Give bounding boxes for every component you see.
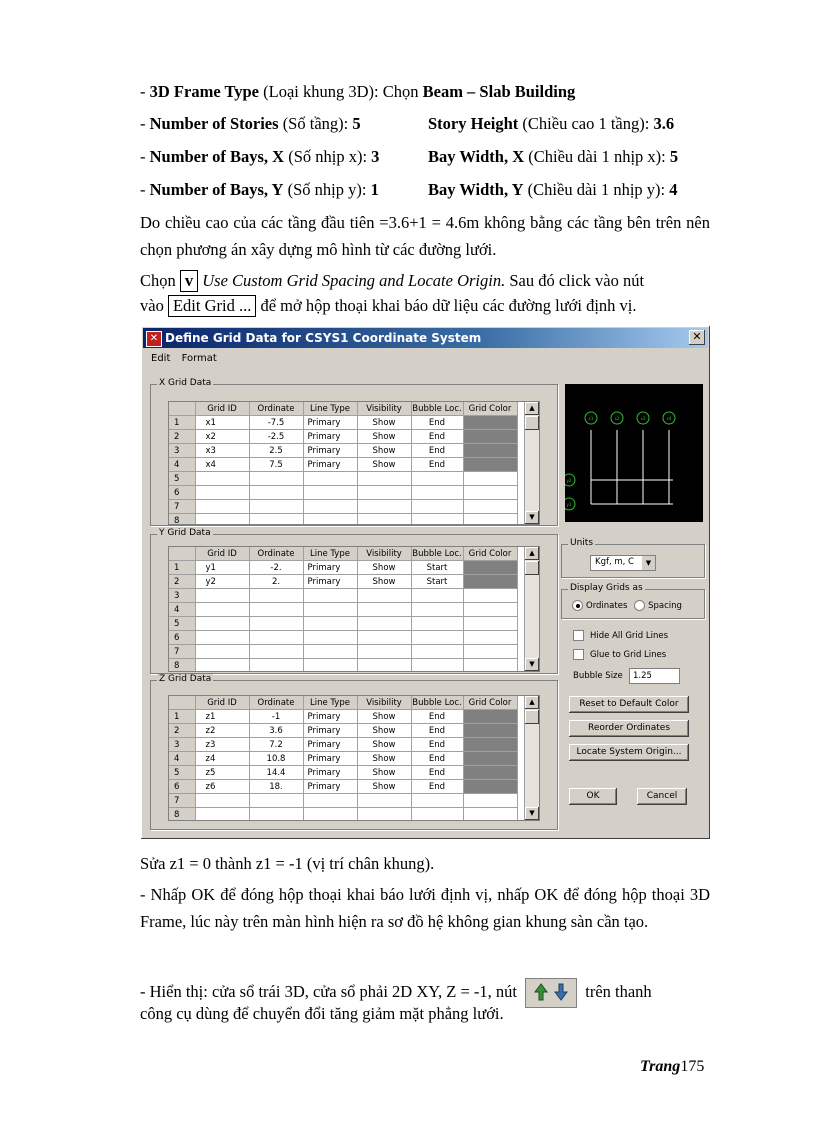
y-grid-color-cell[interactable] (463, 645, 517, 659)
z-cell[interactable]: Show (357, 738, 411, 752)
reset-default-color-button[interactable]: Reset to Default Color (569, 696, 689, 713)
z-grid-table[interactable] (168, 695, 540, 821)
units-label: Units (570, 538, 594, 548)
x-row-header: 4 (169, 458, 195, 472)
x-cell[interactable] (249, 472, 303, 486)
scroll-thumb[interactable] (525, 561, 539, 575)
x-col-header: Line Type (303, 402, 357, 416)
y-table-row[interactable] (169, 645, 517, 659)
x-cell[interactable] (195, 486, 249, 500)
bubble-x4: x4 (666, 416, 672, 421)
x-cell[interactable]: 2.5 (249, 444, 303, 458)
z-cell[interactable] (357, 794, 411, 808)
x-cell[interactable] (303, 486, 357, 500)
y-cell[interactable] (411, 589, 463, 603)
line-frame-type: - 3D Frame Type (Loại khung 3D): Chọn Beam – Slab Building (140, 82, 576, 101)
grid-preview (565, 384, 703, 522)
y-row-header: 7 (169, 645, 195, 659)
app-icon: ✕ (146, 331, 162, 347)
radio-ordinates[interactable] (572, 600, 583, 611)
z-cell[interactable]: Show (357, 780, 411, 794)
y-cell[interactable] (411, 603, 463, 617)
x-col-header: Grid Color (463, 402, 517, 416)
x-grid-color-cell[interactable] (463, 430, 517, 444)
x-cell[interactable]: Primary (303, 416, 357, 430)
z-table-row[interactable] (169, 808, 517, 822)
dialog-title: Define Grid Data for CSYS1 Coordinate System (165, 331, 482, 345)
x-grid-color-cell[interactable] (463, 416, 517, 430)
x-cell[interactable]: x4 (195, 458, 249, 472)
z-col-header: Visibility (357, 696, 411, 710)
x-cell[interactable]: Show (357, 416, 411, 430)
y-cell[interactable]: -2. (249, 561, 303, 575)
y-col-header: Grid ID (195, 547, 249, 561)
x-cell[interactable]: -7.5 (249, 416, 303, 430)
z-cell[interactable]: z1 (195, 710, 249, 724)
z-grid-color-cell[interactable] (463, 808, 517, 822)
x-cell[interactable] (357, 500, 411, 514)
x-grid-color-cell[interactable] (463, 458, 517, 472)
scroll-thumb[interactable] (525, 416, 539, 430)
bubble-y2: y2 (566, 478, 572, 483)
z-cell[interactable]: End (411, 724, 463, 738)
z-cell[interactable] (249, 808, 303, 822)
corner-cell (169, 696, 195, 710)
y-grid-color-cell[interactable] (463, 631, 517, 645)
z-cell[interactable]: z4 (195, 752, 249, 766)
x-cell[interactable]: Primary (303, 458, 357, 472)
z-row-header: 6 (169, 780, 195, 794)
x-cell[interactable]: x2 (195, 430, 249, 444)
x-cell[interactable] (249, 514, 303, 526)
hide-grid-lines-option[interactable]: Hide All Grid Lines (573, 630, 668, 641)
x-grid-color-cell[interactable] (463, 472, 517, 486)
y-cell[interactable] (357, 589, 411, 603)
y-cell[interactable] (411, 645, 463, 659)
x-cell[interactable] (411, 472, 463, 486)
y-col-header: Visibility (357, 547, 411, 561)
x-col-header: Visibility (357, 402, 411, 416)
z-grid-color-cell[interactable] (463, 752, 517, 766)
line-choose-custom-grid: Chọn v Use Custom Grid Spacing and Locate Origin. Sau đó click vào nút (140, 271, 645, 290)
corner-cell (169, 402, 195, 416)
page-number: 175 (680, 1058, 705, 1075)
z-cell[interactable]: z5 (195, 766, 249, 780)
scroll-down-icon[interactable]: ▼ (525, 658, 539, 671)
z-cell[interactable]: End (411, 738, 463, 752)
y-cell[interactable] (195, 631, 249, 645)
y-cell[interactable] (303, 631, 357, 645)
z-cell[interactable] (303, 808, 357, 822)
y-cell[interactable] (249, 603, 303, 617)
up-down-toolbar-icon (525, 978, 577, 1008)
x-cell[interactable]: End (411, 444, 463, 458)
y-row-header: 6 (169, 631, 195, 645)
y-cell[interactable] (303, 603, 357, 617)
y-cell[interactable] (195, 603, 249, 617)
z-cell[interactable]: Primary (303, 780, 357, 794)
bubble-x3: x3 (640, 416, 646, 421)
z-grid-color-cell[interactable] (463, 780, 517, 794)
y-col-header: Grid Color (463, 547, 517, 561)
y-cell[interactable]: 2. (249, 575, 303, 589)
y-cell[interactable] (195, 589, 249, 603)
x-scrollbar[interactable] (524, 402, 539, 524)
bubble-size-input[interactable]: 1.25 (629, 668, 680, 684)
page-footer (640, 1058, 704, 1076)
y-cell[interactable] (195, 659, 249, 673)
y-cell[interactable] (249, 645, 303, 659)
menu-format[interactable]: Format (181, 353, 217, 364)
z-cell[interactable]: 3.6 (249, 724, 303, 738)
grid-bubbles (565, 412, 675, 510)
close-button[interactable]: ✕ (689, 330, 705, 345)
y-table-row[interactable] (169, 561, 517, 575)
z-cell[interactable]: Show (357, 752, 411, 766)
x-cell[interactable]: End (411, 430, 463, 444)
y-grid-table[interactable] (168, 546, 540, 672)
spacing-label: Spacing (648, 601, 682, 611)
z-col-header: Grid ID (195, 696, 249, 710)
x-cell[interactable]: x3 (195, 444, 249, 458)
x-col-header: Ordinate (249, 402, 303, 416)
y-table-row[interactable] (169, 603, 517, 617)
z-cell[interactable]: 10.8 (249, 752, 303, 766)
z-cell[interactable] (357, 808, 411, 822)
y-cell[interactable]: Show (357, 561, 411, 575)
z-row-header: 2 (169, 724, 195, 738)
y-col-header: Bubble Loc. (412, 548, 462, 559)
z-grid-color-cell[interactable] (463, 794, 517, 808)
x-cell[interactable] (303, 500, 357, 514)
y-table-row[interactable] (169, 659, 517, 673)
glue-grid-lines-option[interactable]: Glue to Grid Lines (573, 649, 666, 660)
x-cell[interactable] (411, 486, 463, 500)
x-table-row[interactable] (169, 458, 517, 472)
chevron-down-icon[interactable]: ▼ (642, 556, 655, 570)
plane-up-down-icon (526, 979, 576, 1007)
x-cell[interactable]: Primary (303, 430, 357, 444)
y-row-header: 2 (169, 575, 195, 589)
y-grid-label: Y Grid Data (159, 528, 211, 538)
menu-edit[interactable]: Edit (151, 353, 171, 364)
y-table-row[interactable] (169, 617, 517, 631)
z-col-header: Ordinate (249, 696, 303, 710)
x-cell[interactable] (357, 486, 411, 500)
y-cell[interactable] (357, 659, 411, 673)
x-grid-color-cell[interactable] (463, 444, 517, 458)
x-grid-color-cell[interactable] (463, 514, 517, 526)
y-cell[interactable] (303, 645, 357, 659)
menu-bar (151, 353, 225, 364)
line-bays-x: - Number of Bays, X (Số nhịp x): 3 Bay Width, X (Chiều dài 1 nhịp x): 5 (140, 147, 679, 166)
z-table-row[interactable] (169, 780, 517, 794)
z-table-row[interactable] (169, 752, 517, 766)
grid-lines (591, 430, 673, 504)
x-cell[interactable] (195, 514, 249, 526)
x-row-header: 5 (169, 472, 195, 486)
z-row-header: 3 (169, 738, 195, 752)
z-cell[interactable]: 18. (249, 780, 303, 794)
y-table-row[interactable] (169, 589, 517, 603)
y-cell[interactable] (411, 631, 463, 645)
y-row-header: 8 (169, 659, 195, 673)
x-cell[interactable]: Show (357, 458, 411, 472)
edit-grid-button-image: Edit Grid ... (168, 295, 256, 317)
z-cell[interactable] (195, 808, 249, 822)
y-cell[interactable] (195, 645, 249, 659)
z-cell[interactable] (195, 794, 249, 808)
x-table-row[interactable] (169, 486, 517, 500)
x-row-header: 8 (169, 514, 195, 526)
y-cell[interactable] (303, 589, 357, 603)
x-table-row[interactable] (169, 472, 517, 486)
x-row-header: 3 (169, 444, 195, 458)
scroll-up-icon[interactable]: ▲ (525, 547, 539, 560)
line-bays-y: - Number of Bays, Y (Số nhịp y): 1 Bay Width, Y (Chiều dài 1 nhịp y): 4 (140, 180, 678, 199)
x-cell[interactable]: 7.5 (249, 458, 303, 472)
x-row-header: 6 (169, 486, 195, 500)
x-cell[interactable] (357, 472, 411, 486)
z-cell[interactable]: -1 (249, 710, 303, 724)
line-stories: - Number of Stories (Số tầng): 5 Story Height (Chiều cao 1 tầng): 3.6 (140, 114, 675, 133)
line-edit-grid: vào Edit Grid ... để mở hộp thoại khai báo dữ liệu các đường lưới định vị. (140, 296, 637, 315)
x-cell[interactable] (303, 472, 357, 486)
y-grid-color-cell[interactable] (463, 589, 517, 603)
y-cell[interactable] (249, 631, 303, 645)
z-cell[interactable]: Primary (303, 752, 357, 766)
paragraph-height-note: Do chiều cao của các tầng đầu tiên =3.6+1 = 4.6m không bằng các tầng bên trên nên chọn phương án xây dựng mô hình từ các đường lưới. (140, 213, 710, 259)
x-grid-color-cell[interactable] (463, 486, 517, 500)
y-col-header: Ordinate (249, 547, 303, 561)
line-fix-z1: Sửa z1 = 0 thành z1 = -1 (vị trí chân khung). (140, 854, 435, 873)
z-table-row[interactable] (169, 710, 517, 724)
scroll-down-icon[interactable]: ▼ (525, 807, 539, 820)
reorder-ordinates-button[interactable]: Reorder Ordinates (569, 720, 689, 737)
z-cell[interactable]: 7.2 (249, 738, 303, 752)
scroll-thumb[interactable] (525, 710, 539, 724)
y-table-row[interactable] (169, 631, 517, 645)
scroll-up-icon[interactable]: ▲ (525, 402, 539, 415)
scroll-down-icon[interactable]: ▼ (525, 511, 539, 524)
display-grids-group (561, 583, 705, 619)
x-table-row[interactable] (169, 514, 517, 526)
z-table-row[interactable] (169, 794, 517, 808)
corner-cell (169, 547, 195, 561)
y-cell[interactable] (303, 659, 357, 673)
x-table-row[interactable] (169, 500, 517, 514)
z-cell[interactable]: 14.4 (249, 766, 303, 780)
y-table-row[interactable] (169, 575, 517, 589)
z-cell[interactable]: End (411, 766, 463, 780)
glue-grid-lines-checkbox[interactable] (573, 649, 584, 660)
x-grid-table[interactable] (168, 401, 540, 525)
z-cell[interactable]: End (411, 780, 463, 794)
x-cell[interactable]: -2.5 (249, 430, 303, 444)
z-cell[interactable] (249, 794, 303, 808)
y-cell[interactable]: Primary (303, 575, 357, 589)
z-cell[interactable] (411, 794, 463, 808)
units-select[interactable] (590, 555, 656, 571)
y-cell[interactable]: Start (411, 575, 463, 589)
bubble-y1: y1 (566, 502, 572, 507)
line-display-note: - Hiển thị: cửa sổ trái 3D, cửa sổ phải 2D XY, Z = -1, nút trên thanh (140, 978, 652, 1008)
z-cell[interactable]: Primary (303, 724, 357, 738)
y-grid-color-cell[interactable] (463, 603, 517, 617)
y-cell[interactable]: Primary (303, 561, 357, 575)
x-cell[interactable] (357, 514, 411, 526)
y-scrollbar[interactable] (524, 547, 539, 671)
ok-button[interactable]: OK (569, 788, 617, 805)
z-grid-color-cell[interactable] (463, 724, 517, 738)
z-cell[interactable] (411, 808, 463, 822)
display-grids-label: Display Grids as (570, 583, 643, 593)
y-grid-color-cell[interactable] (463, 659, 517, 673)
y-cell[interactable] (249, 659, 303, 673)
y-cell[interactable] (249, 589, 303, 603)
x-cell[interactable] (249, 500, 303, 514)
y-cell[interactable] (357, 631, 411, 645)
z-scrollbar[interactable] (524, 696, 539, 820)
y-grid-color-cell[interactable] (463, 561, 517, 575)
z-row-header: 5 (169, 766, 195, 780)
z-table-row[interactable] (169, 724, 517, 738)
y-row-header: 5 (169, 617, 195, 631)
x-cell[interactable] (195, 472, 249, 486)
bubble-x1: x1 (588, 416, 594, 421)
x-cell[interactable]: Show (357, 430, 411, 444)
z-grid-color-cell[interactable] (463, 710, 517, 724)
y-row-header: 3 (169, 589, 195, 603)
grid-preview-drawing (565, 384, 703, 522)
y-grid-color-cell[interactable] (463, 575, 517, 589)
y-cell[interactable] (357, 645, 411, 659)
z-cell[interactable]: Primary (303, 766, 357, 780)
checkbox-marker: v (180, 270, 198, 292)
units-value: Kgf, m, C (595, 557, 634, 567)
x-cell[interactable] (411, 500, 463, 514)
x-grid-color-cell[interactable] (463, 500, 517, 514)
paragraph-ok-note: - Nhấp OK để đóng hộp thoại khai báo lưới định vị, nhấp OK để đóng hộp thoại 3D Frame, lúc này trên màn hình hiện ra sơ đồ hệ không gian khung sàn cần tạo. (140, 885, 710, 931)
locate-system-origin-button[interactable]: Locate System Origin... (569, 744, 689, 761)
y-cell[interactable]: Start (411, 561, 463, 575)
z-cell[interactable]: z2 (195, 724, 249, 738)
x-grid-label: X Grid Data (159, 378, 212, 388)
define-grid-dialog (141, 326, 710, 839)
hide-grid-lines-checkbox[interactable] (573, 630, 584, 641)
z-cell[interactable]: Show (357, 710, 411, 724)
radio-spacing[interactable] (634, 600, 645, 611)
z-cell[interactable]: Show (357, 766, 411, 780)
ordinates-label: Ordinates (586, 601, 628, 611)
x-cell[interactable]: Show (357, 444, 411, 458)
z-cell[interactable]: z6 (195, 780, 249, 794)
x-row-header: 7 (169, 500, 195, 514)
y-col-header: Line Type (303, 547, 357, 561)
z-row-header: 4 (169, 752, 195, 766)
z-row-header: 1 (169, 710, 195, 724)
y-cell[interactable] (249, 617, 303, 631)
x-cell[interactable] (303, 514, 357, 526)
z-row-header: 8 (169, 808, 195, 822)
dialog-titlebar (143, 328, 708, 348)
z-cell[interactable]: End (411, 710, 463, 724)
x-row-header: 1 (169, 416, 195, 430)
z-row-header: 7 (169, 794, 195, 808)
z-cell[interactable]: Primary (303, 738, 357, 752)
footer-word: Trang (640, 1058, 681, 1075)
z-col-header: Line Type (303, 696, 357, 710)
z-grid-color-cell[interactable] (463, 738, 517, 752)
x-cell[interactable]: End (411, 458, 463, 472)
y-cell[interactable] (411, 617, 463, 631)
x-cell[interactable] (195, 500, 249, 514)
z-col-header: Grid Color (463, 696, 517, 710)
x-row-header: 2 (169, 430, 195, 444)
x-cell[interactable]: Primary (303, 444, 357, 458)
y-grid-color-cell[interactable] (463, 617, 517, 631)
x-table-row[interactable] (169, 416, 517, 430)
z-cell[interactable]: Primary (303, 710, 357, 724)
scroll-up-icon[interactable]: ▲ (525, 696, 539, 709)
y-cell[interactable] (195, 617, 249, 631)
z-cell[interactable]: z3 (195, 738, 249, 752)
x-cell[interactable] (249, 486, 303, 500)
z-grid-color-cell[interactable] (463, 766, 517, 780)
x-table-row[interactable] (169, 444, 517, 458)
y-cell[interactable]: Show (357, 575, 411, 589)
z-col-header: Bubble Loc. (412, 697, 462, 708)
y-cell[interactable]: y1 (195, 561, 249, 575)
x-col-header: Bubble Loc. (412, 403, 462, 414)
z-grid-label: Z Grid Data (159, 674, 212, 684)
bubble-size-label: Bubble Size (573, 671, 623, 681)
y-row-header: 4 (169, 603, 195, 617)
x-cell[interactable] (411, 514, 463, 526)
z-table-row[interactable] (169, 738, 517, 752)
z-table-row[interactable] (169, 766, 517, 780)
line-display-note-cont: công cụ dùng để chuyển đổi tăng giảm mặt phẳng lưới. (140, 1004, 504, 1023)
x-table-row[interactable] (169, 430, 517, 444)
units-group (561, 538, 705, 578)
y-cell[interactable] (303, 617, 357, 631)
z-cell[interactable]: Show (357, 724, 411, 738)
y-cell[interactable]: y2 (195, 575, 249, 589)
z-cell[interactable] (303, 794, 357, 808)
y-cell[interactable] (357, 617, 411, 631)
y-cell[interactable] (357, 603, 411, 617)
x-cell[interactable]: x1 (195, 416, 249, 430)
x-cell[interactable]: End (411, 416, 463, 430)
cancel-button[interactable]: Cancel (637, 788, 687, 805)
bubble-x2: x2 (614, 416, 620, 421)
z-cell[interactable]: End (411, 752, 463, 766)
x-col-header: Grid ID (195, 402, 249, 416)
y-row-header: 1 (169, 561, 195, 575)
y-cell[interactable] (411, 659, 463, 673)
